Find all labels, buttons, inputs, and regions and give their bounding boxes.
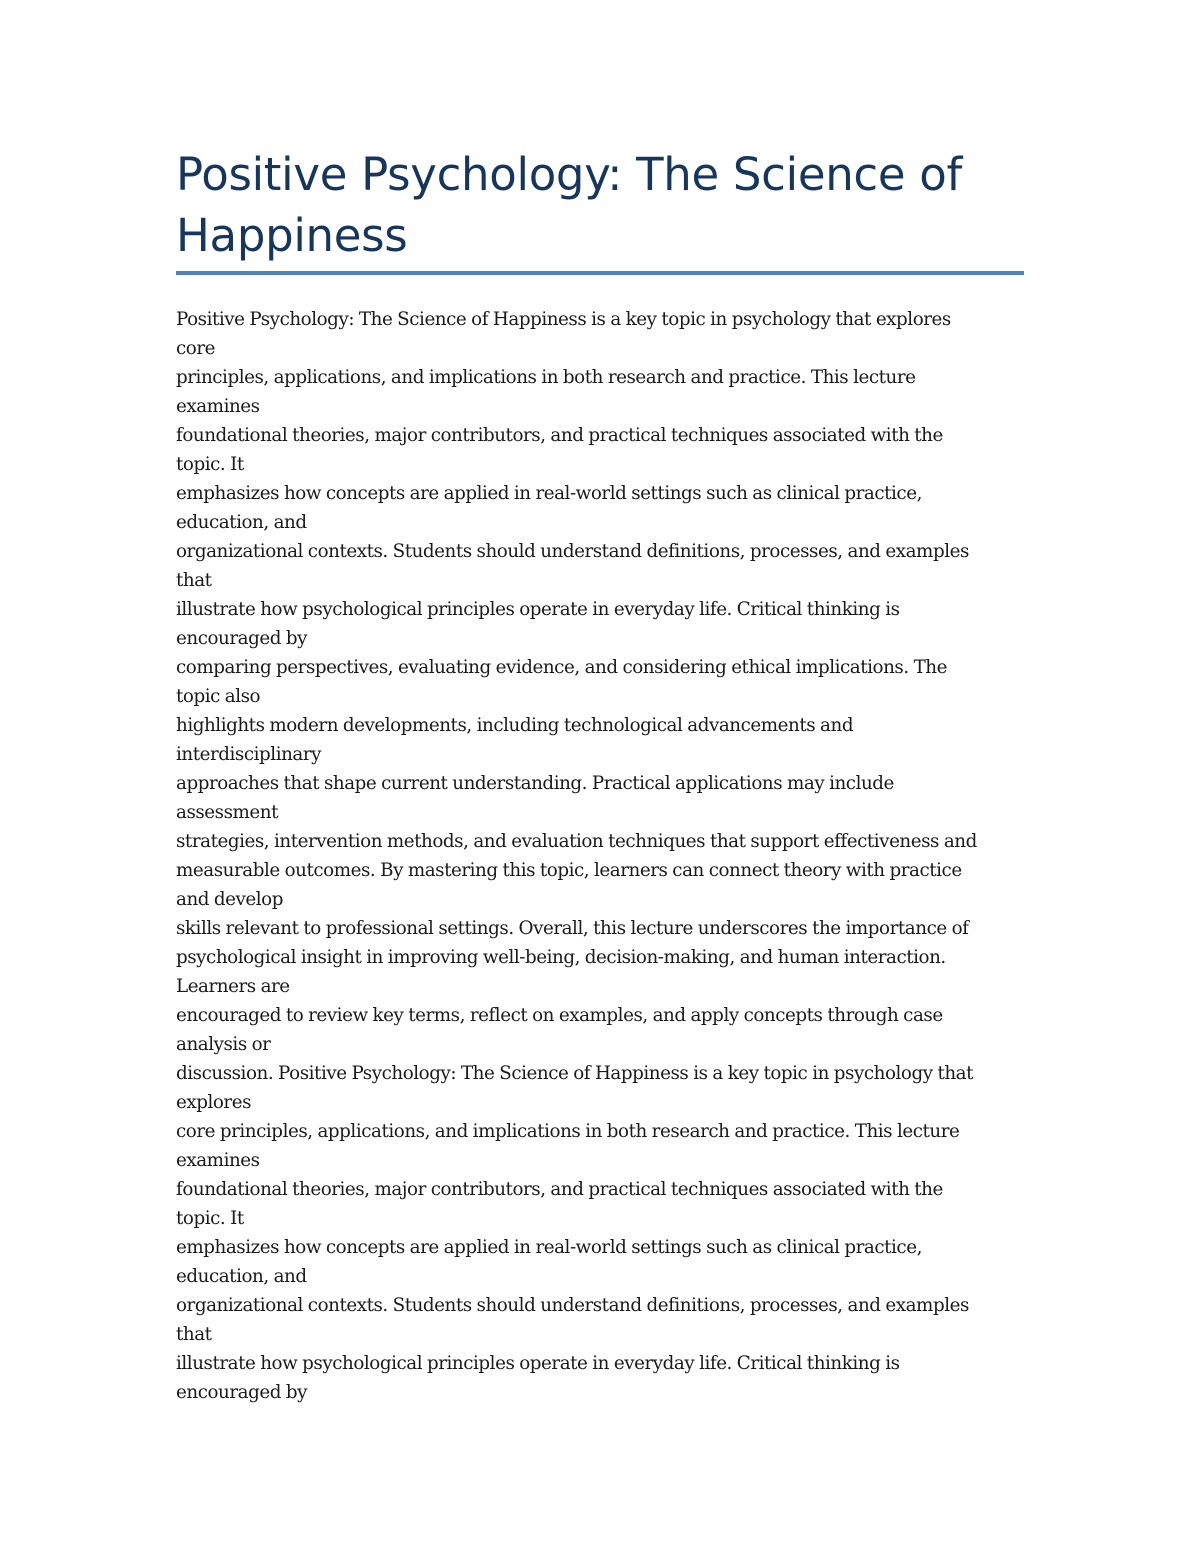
body-line: interdisciplinary [176, 744, 322, 765]
body-line: that [176, 1324, 212, 1345]
body-line: organizational contexts. Students should understand definitions, processes, and examples [176, 1295, 969, 1316]
body-line: topic also [176, 686, 261, 707]
title-divider [176, 271, 1024, 275]
body-line: core [176, 338, 216, 359]
body-line: Learners are [176, 976, 290, 997]
body-line: strategies, intervention methods, and evaluation techniques that support effectiveness and [176, 831, 977, 852]
body-line: that [176, 570, 212, 591]
body-line: topic. It [176, 454, 244, 475]
body-line: analysis or [176, 1034, 271, 1055]
body-line: topic. It [176, 1208, 244, 1229]
body-line: skills relevant to professional settings. Overall, this lecture underscores the importance of [176, 918, 969, 939]
body-line: foundational theories, major contributors, and practical techniques associated with the [176, 1179, 943, 1200]
body-line: Positive Psychology: The Science of Happiness is a key topic in psychology that explores [176, 309, 951, 330]
document-title: Positive Psychology: The Science of Happiness [176, 148, 963, 262]
body-line: education, and [176, 512, 307, 533]
body-line: approaches that shape current understanding. Practical applications may include [176, 773, 894, 794]
body-line: organizational contexts. Students should understand definitions, processes, and examples [176, 541, 969, 562]
body-line: and develop [176, 889, 283, 910]
body-line: illustrate how psychological principles operate in everyday life. Critical thinking is [176, 599, 900, 620]
body-line: comparing perspectives, evaluating evidence, and considering ethical implications. The [176, 657, 948, 678]
body-line: encouraged to review key terms, reflect on examples, and apply concepts through case [176, 1005, 943, 1026]
body-line: emphasizes how concepts are applied in real-world settings such as clinical practice, [176, 1237, 922, 1258]
body-line: foundational theories, major contributors, and practical techniques associated with the [176, 425, 943, 446]
body-line: core principles, applications, and implications in both research and practice. This lecture [176, 1121, 960, 1142]
body-line: principles, applications, and implications in both research and practice. This lecture [176, 367, 916, 388]
body-line: psychological insight in improving well-being, decision-making, and human interaction. [176, 947, 946, 968]
body-line: discussion. Positive Psychology: The Science of Happiness is a key topic in psychology that [176, 1063, 974, 1084]
body-line: encouraged by [176, 1382, 307, 1403]
body-line: encouraged by [176, 628, 307, 649]
body-line: examines [176, 1150, 260, 1171]
body-line: explores [176, 1092, 252, 1113]
body-line: education, and [176, 1266, 307, 1287]
body-line: measurable outcomes. By mastering this topic, learners can connect theory with practice [176, 860, 962, 881]
body-line: emphasizes how concepts are applied in real-world settings such as clinical practice, [176, 483, 922, 504]
body-line: highlights modern developments, including technological advancements and [176, 715, 854, 736]
body-line: illustrate how psychological principles operate in everyday life. Critical thinking is [176, 1353, 900, 1374]
body-line: assessment [176, 802, 279, 823]
body-line: examines [176, 396, 260, 417]
document-body [176, 305, 1036, 1407]
